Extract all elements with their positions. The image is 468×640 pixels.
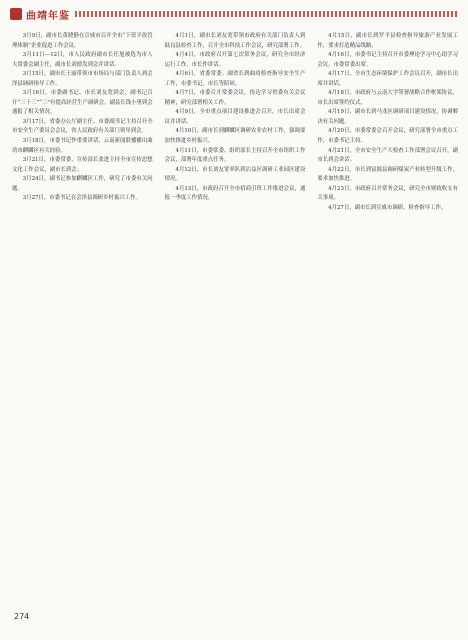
paragraph: 4月12日，市长刘友宽率队到沾益区调研工业园区建设情况。 — [164, 166, 306, 183]
header-decorative-rule — [75, 11, 459, 17]
paragraph: 4月4日，市政府召开第七次常务会议，研究全市经济运行工作，市长作讲话。 — [164, 52, 306, 68]
paragraph: 3月16日，市委副书记、市长刘友宽到会，副书记召开“三十三”“三”有提高经营生产调研会，副县长钱小勇到会通报了相关情况。 — [12, 90, 153, 116]
paragraph: 3月24日，副书记参加麒麟区工作，研究了市委有关问题。 — [12, 176, 153, 192]
paragraph: 4月22日，市长到富源县调研煤炭产业转型升级工作，要求加快推进。 — [317, 166, 459, 183]
paragraph: 4月11日，市委常委、组织部长主持召开全市组织工作会议，部署年度重点任务。 — [164, 147, 306, 164]
paragraph: 4月13日，市政府召开全市招商引资工作推进会议，通报一季度工作情况。 — [164, 185, 306, 202]
paragraph: 4月10日，副市长到麒麟区调研农业农村工作，强调要加快推进乡村振兴。 — [164, 128, 306, 145]
paragraph: 4月21日，全市安全生产大检查工作部署会议召开，副市长到会讲话。 — [317, 147, 459, 164]
paragraph: 3月18日，市委书记作重要讲话，云南新闻联播播出曲靖市麒麟区有关经验。 — [12, 138, 153, 154]
logo-icon — [10, 8, 22, 20]
page-number: 274 — [14, 612, 30, 621]
header-title: 曲靖年鉴 — [26, 10, 70, 22]
paragraph: 4月17日，全市生态环境保护工作会议召开，副市长出席并讲话。 — [317, 71, 459, 87]
paragraph: 4月7日，市委召开常委会议，传达学习省委有关会议精神，研究部署相关工作。 — [164, 90, 306, 106]
paragraph: 4月15日，副市长到罗平县检查指导旅游产业发展工作，要求打造精品线路。 — [317, 33, 459, 49]
paragraph: 3月27日，市委书记在会泽县调研乡村振兴工作。 — [22, 195, 141, 202]
paragraph: 3月17日，省委办公厅副主任、市委副书记主持召开全市安全生产委员会会议，省人民政府有关部门领导到会。 — [12, 118, 153, 135]
paragraph: 4月23日，市政府召开常务会议，研究全市财政收支有关事项。 — [317, 185, 459, 202]
paragraph: 4月18日，市政府与云南大学签署战略合作框架协议，市长出席签约仪式。 — [317, 90, 459, 106]
yearbook-logo — [10, 7, 70, 21]
paragraph: 4月16日，市委书记主持召开市委理论学习中心组学习会议，市委常委出席。 — [317, 52, 459, 68]
paragraph: 3月9日，副市长黄晓静在宣威市召开全市“下资平改管理体制”企业促进工作会议。 — [12, 33, 153, 49]
paragraph: 4月1日，副市长刘友宽带领市政府有关部门负责人到陆良县检查工作，召开全市科技工作会议，研究部署工作。 — [164, 33, 306, 49]
paragraph: 3月15日，副市长王丽带领市市场局与部门负责人到会泽县调研指导工作。 — [12, 71, 153, 87]
paragraph: 4月19日，副市长到马龙区调研项目建设情况，协调解决有关问题。 — [317, 109, 459, 125]
text-column-middle — [165, 32, 306, 607]
article-body — [12, 32, 458, 607]
paragraph: 3月21日，市委常委、宣传部长张进主持全市宣传思想文化工作会议，副市长到会。 — [12, 157, 153, 173]
paragraph: 3月11日—12日，市人民政府副市长任旭被选为市人大常委会副主任，副市长刘德发到会并讲话。 — [12, 52, 153, 68]
paragraph: 4月6日，省委常委、副省长到曲靖检查指导安全生产工作，市委书记、市长等陪同。 — [164, 71, 306, 87]
page-header — [0, 0, 468, 26]
paragraph: 4月27日，副市长到宣威市调研，检查指导工作。 — [328, 204, 447, 211]
paragraph: 4月20日，市委常委会召开会议，研究部署全市重点工作，市委书记主持。 — [317, 128, 459, 145]
paragraph: 4月9日，全市重点项目建设推进会召开，市长出席会议并讲话。 — [164, 109, 306, 125]
text-column-left — [12, 32, 153, 607]
text-column-right — [317, 32, 458, 607]
